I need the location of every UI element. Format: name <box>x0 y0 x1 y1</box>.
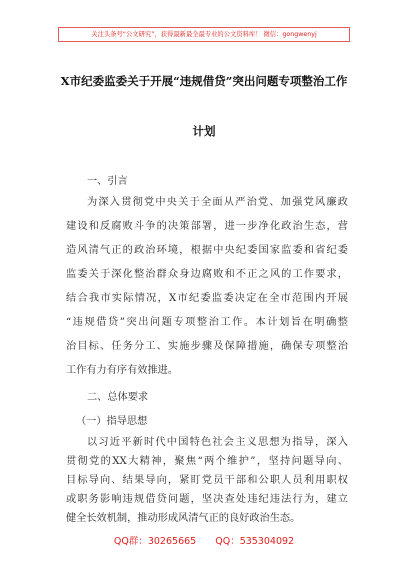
qq-group-number: QQ群：30265665 <box>113 536 197 547</box>
section-heading-general-requirements: 二、总体要求 <box>87 392 149 403</box>
paragraph-line: 以习近平新时代中国特色社会主义思想为指导，深入 <box>87 437 348 448</box>
subsection-heading-guiding-thought: （一）指导思想 <box>76 416 148 427</box>
paragraph-line: 建设和反腐败斗争的决策部署，进一步净化政治生态，营 <box>66 221 348 232</box>
paragraph-line: 为深入贯彻党中央关于全面从严治党、加强党风廉政 <box>87 197 348 208</box>
qq-number: QQ：535304092 <box>215 536 295 547</box>
paragraph-line: 工作有力有序有效推进。 <box>66 365 179 376</box>
paragraph-line: 或职务影响违规借贷问题，坚决查处违纪违法行为，建立 <box>66 494 348 505</box>
document-title-continued: 计划 <box>192 124 216 138</box>
document-title: X市纪委监委关于开展“违规借贷”突出问题专项整治工作 <box>60 74 348 88</box>
paragraph-line: 治目标、任务分工、实施步骤及保障措施，确保专项整治 <box>66 341 348 352</box>
section-heading-introduction: 一、引言 <box>87 176 128 187</box>
paragraph-line: 目标导向、结果导向，紧盯党员干部和公职人员利用职权 <box>66 475 348 486</box>
paragraph-line: “违规借贷”突出问题专项整治工作。本计划旨在明确整 <box>66 317 348 328</box>
paragraph-line: 监委关于深化整治群众身边腐败和不正之风的工作要求， <box>66 269 348 280</box>
paragraph-line: 结合我市实际情况，X市纪委监委决定在全市范围内开展 <box>66 293 348 304</box>
paragraph-line-overflow: 健全长效机制，推动形成风清气正的良好政治生态。 <box>66 513 301 524</box>
contact-footer <box>0 533 408 547</box>
paragraph-line: 造风清气正的政治环境，根据中央纪委国家监委和省纪委 <box>66 245 348 256</box>
promo-banner: 关注头条号“公文研究”，获得最新最全最专业的公文资料库！ 微信：gongwenyj <box>58 27 350 42</box>
paragraph-line: 贯彻党的XX大精神，聚焦“两个维护”，坚持问题导向、 <box>66 456 348 467</box>
